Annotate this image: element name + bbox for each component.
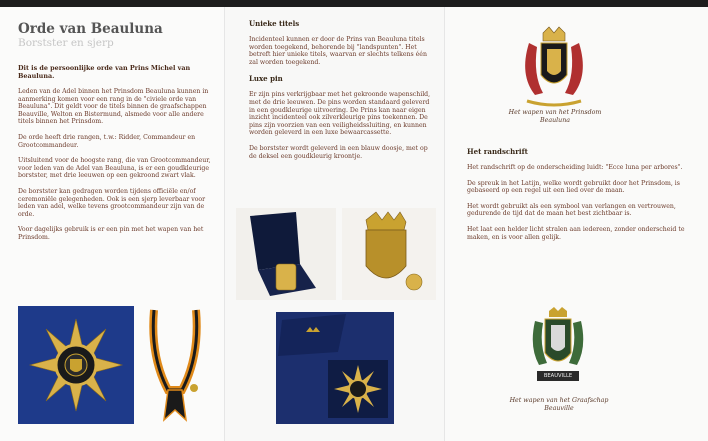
- photo-pin-box: [236, 208, 336, 300]
- paragraph-rangen: De orde heeft drie rangen, t.w.: Ridder, Commandeur en Grootcommandeur.: [18, 133, 196, 149]
- caption-crest-beauville: Het wapen van het Graafschap Beauville: [509, 397, 609, 412]
- paragraph-pins: Er zijn pins verkrijgbaar met het gekroonde wapenschild, met de drie leeuwen. De pins worden standaard geleverd in een goudkleurige uitvoering. De Prins kan naar eigen inzicht incidenteel ook zilverkleurige pins toekennen. De pins zijn voorzien van een veiligheidssluiting, en kunnen worden geleverd in een luxe bewaarcassette.: [249, 91, 431, 137]
- photo-pin-closeup: [342, 208, 436, 300]
- heading-randschrift: Het randschrift: [467, 147, 528, 156]
- heading-luxe-pin: Luxe pin: [249, 74, 283, 84]
- page-subtitle: Borstster en sjerp: [18, 37, 114, 49]
- photo-sash: [146, 306, 204, 424]
- crest-beauluna: [519, 25, 589, 111]
- paragraph-symbool: Het wordt gebruikt als een symbool van verlangen en vertrouwen, gedurende de tijd dat de maan het best zichtbaar is.: [467, 202, 676, 218]
- paragraph-grootcommandeur: Uitsluitend voor de hoogste rang, die van Grootcommandeur, voor leden van de Adel van Beauluna, is er een goudkleurige borstster, met drie leeuwen op een gekroond zwart vlak.: [18, 157, 211, 180]
- photo-breast-star: [18, 306, 134, 424]
- crest-beauville: [531, 307, 585, 389]
- top-edge: [0, 0, 708, 7]
- page-title: Orde van Beauluna: [18, 21, 163, 37]
- paragraph-randschrift: Het randschrift op de onderscheiding luidt: "Ecce luna per arbores".: [467, 164, 683, 171]
- paragraph-borstster: De borstster kan gedragen worden tijdens officiële en/of ceremoniële gelegenheden. Ook is een sjerp leverbaar voor leden van adel, welke tevens grootcommandeur zijn van de orde.: [18, 187, 206, 218]
- column-right: [444, 7, 708, 441]
- heading-unieke-titels: Unieke titels: [249, 19, 300, 28]
- randschrift-section: [467, 147, 699, 249]
- paragraph-doosje: De borstster wordt geleverd in een blauw doosje, met op de deksel een goudkleurig kroontje.: [249, 144, 428, 160]
- intro-lead: Dit is de persoonlijke orde van Prins Michel van Beauluna.: [18, 64, 191, 80]
- photo-star-box: [276, 312, 394, 424]
- caption-crest-beauluna: Het wapen van het Prinsdom Beauluna: [508, 109, 602, 124]
- paragraph-titels: Incidenteel kunnen er door de Prins van Beauluna titels worden toegekend, behorende bij "landspunten". Het betreft hier unieke titels, waarvan er slechts telkens één zal worden toegekend.: [249, 36, 427, 66]
- paragraph-adel: Leden van de Adel binnen het Prinsdom Beauluna kunnen in aanmerking komen voor een rang in de "civiele orde van Beauluna". Dit geldt voor de titels binnen de graafschappen Beauville, Welton en Bistermund, alsmede voor alle andere titels binnen het Prinsdom.: [18, 88, 209, 126]
- paragraph-spreuk: De spreuk in het Latijn, welke wordt gebruikt door het Prinsdom, is gebaseerd op een regel uit een lied over de maan.: [467, 179, 680, 195]
- paragraph-pin: Voor dagelijks gebruik is er een pin met het wapen van het Prinsdom.: [18, 226, 204, 241]
- banner-beauville: BEAUVILLE: [543, 373, 573, 379]
- paragraph-licht: Het laat een helder licht stralen aan iedereen, zonder onderscheid te maken, en is voor allen gelijk.: [467, 225, 685, 241]
